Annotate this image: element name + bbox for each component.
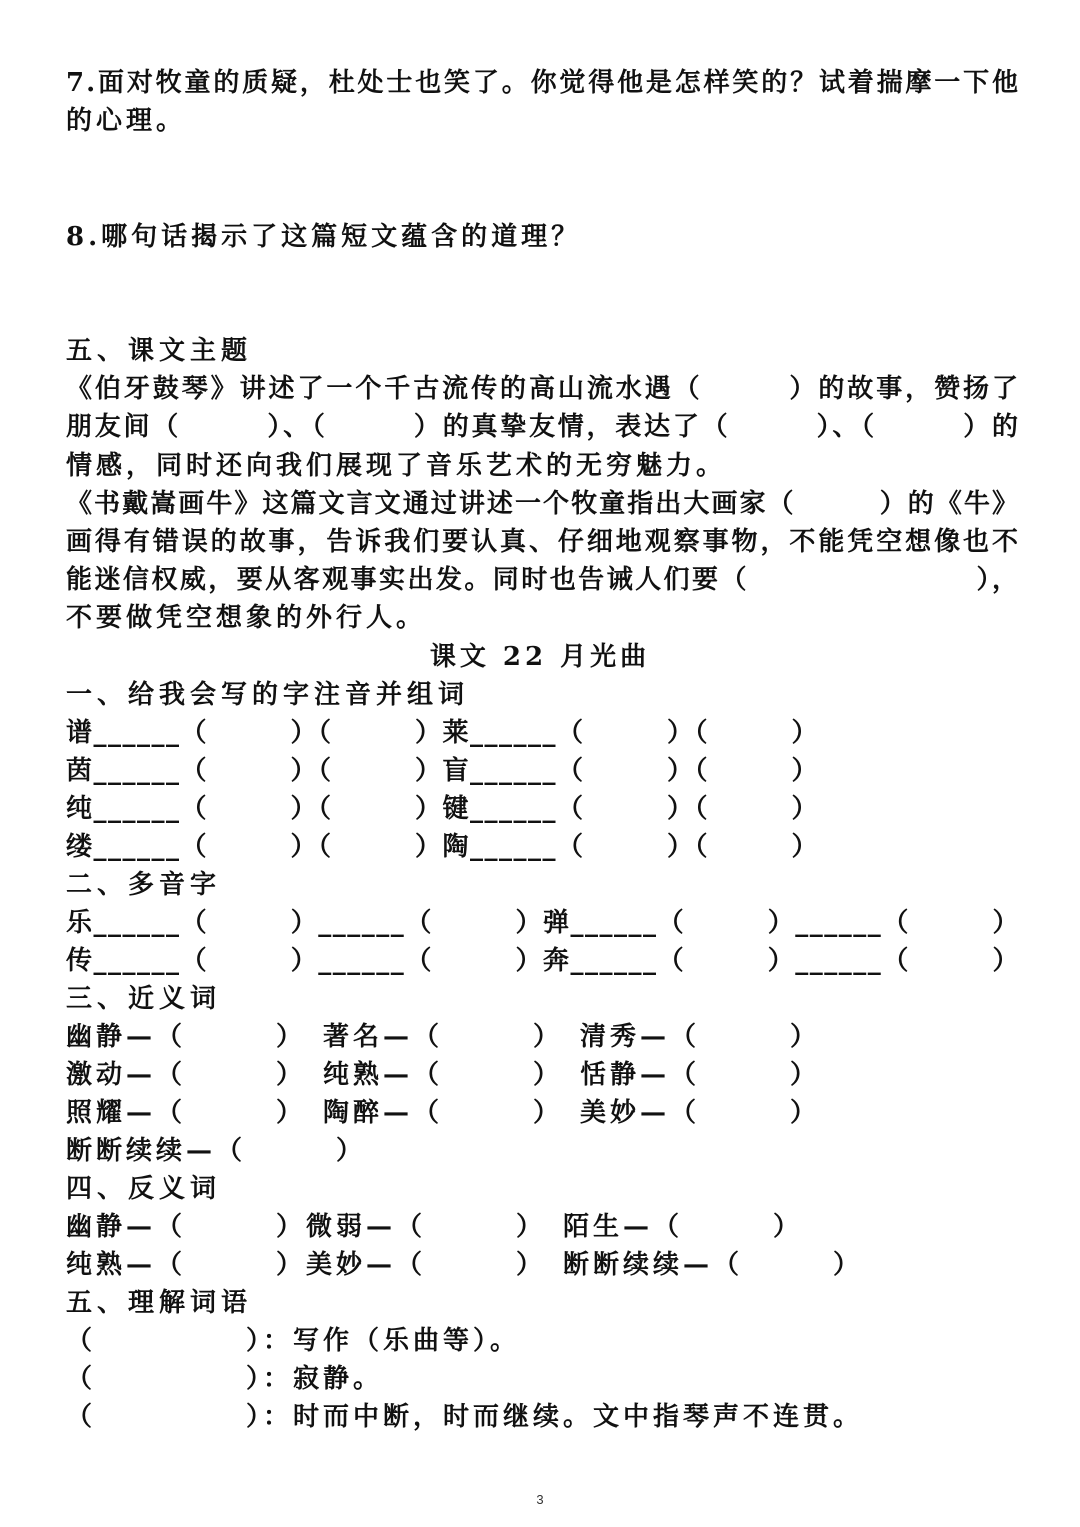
section-2-row: 传______（ ）______（ ）奔______（ ）______（ ） [66, 946, 1020, 976]
theme-paragraph-2-line-1: 《书戴嵩画牛》这篇文言文通过讲述一个牧童指出大画家（ ）的《牛》 [66, 489, 1020, 519]
section-3-heading: 三、近义词 [66, 984, 222, 1014]
section-5-row: （ ）：寂静。 [66, 1364, 384, 1394]
question-8: 8.哪句话揭示了这篇短文蕴含的道理？ [66, 222, 582, 252]
section-3-row: 断断续续—（ ） [66, 1136, 367, 1166]
question-7-line-1: 7.面对牧童的质疑，杜处士也笑了。你觉得他是怎样笑的？试着揣摩一下他 [66, 68, 1020, 98]
theme-heading: 五、课文主题 [66, 336, 253, 366]
section-5-row: （ ）：时而中断，时而继续。文中指琴声不连贯。 [66, 1402, 864, 1432]
theme-paragraph-2-line-4: 不要做凭空想象的外行人。 [66, 603, 427, 633]
section-5-heading: 五、理解词语 [66, 1288, 253, 1318]
section-4-heading: 四、反义词 [66, 1174, 222, 1204]
section-1-row: 茵______（ ）（ ）盲______（ ）（ ） [66, 756, 820, 786]
section-3-row: 幽静—（ ） 著名—（ ） 清秀—（ ） [66, 1022, 821, 1052]
theme-paragraph-1-line-3: 情感，同时还向我们展现了音乐艺术的无穷魅力。 [66, 451, 727, 481]
theme-paragraph-1-line-2: 朋友间（ ）、（ ）的真挚友情，表达了（ ）、（ ）的 [66, 412, 1020, 442]
question-7-line-2: 的心理。 [66, 106, 187, 136]
section-3-row: 激动—（ ） 纯熟—（ ） 恬静—（ ） [66, 1060, 821, 1090]
theme-paragraph-2-line-3: 能迷信权威，要从客观事实出发。同时也告诫人们要（ ）， [66, 565, 1020, 595]
section-1-row: 谱______（ ）（ ）莱______（ ）（ ） [66, 718, 820, 748]
section-3-row: 照耀—（ ） 陶醉—（ ） 美妙—（ ） [66, 1098, 821, 1128]
section-4-row: 纯熟—（ ）美妙—（ ） 断断续续—（ ） [66, 1250, 864, 1280]
section-2-row: 乐______（ ）______（ ）弹______（ ）______（ ） [66, 908, 1020, 938]
theme-paragraph-1-line-1: 《伯牙鼓琴》讲述了一个千古流传的高山流水遇（ ）的故事，赞扬了 [66, 374, 1020, 404]
section-1-row: 纯______（ ）（ ）键______（ ）（ ） [66, 794, 820, 824]
section-4-row: 幽静—（ ）微弱—（ ） 陌生—（ ） [66, 1212, 804, 1242]
section-2-heading: 二、多音字 [66, 870, 222, 900]
theme-paragraph-2-line-2: 画得有错误的故事，告诉我们要认真、仔细地观察事物，不能凭空想像也不 [66, 527, 1020, 557]
section-5-row: （ ）：写作（乐曲等）。 [66, 1326, 521, 1356]
lesson-title: 课文 22 月光曲 [429, 642, 651, 672]
section-1-heading: 一、给我会写的字注音并组词 [66, 680, 470, 710]
section-1-row: 缕______（ ）（ ）陶______（ ）（ ） [66, 832, 820, 862]
page-number: 3 [536, 1492, 544, 1507]
